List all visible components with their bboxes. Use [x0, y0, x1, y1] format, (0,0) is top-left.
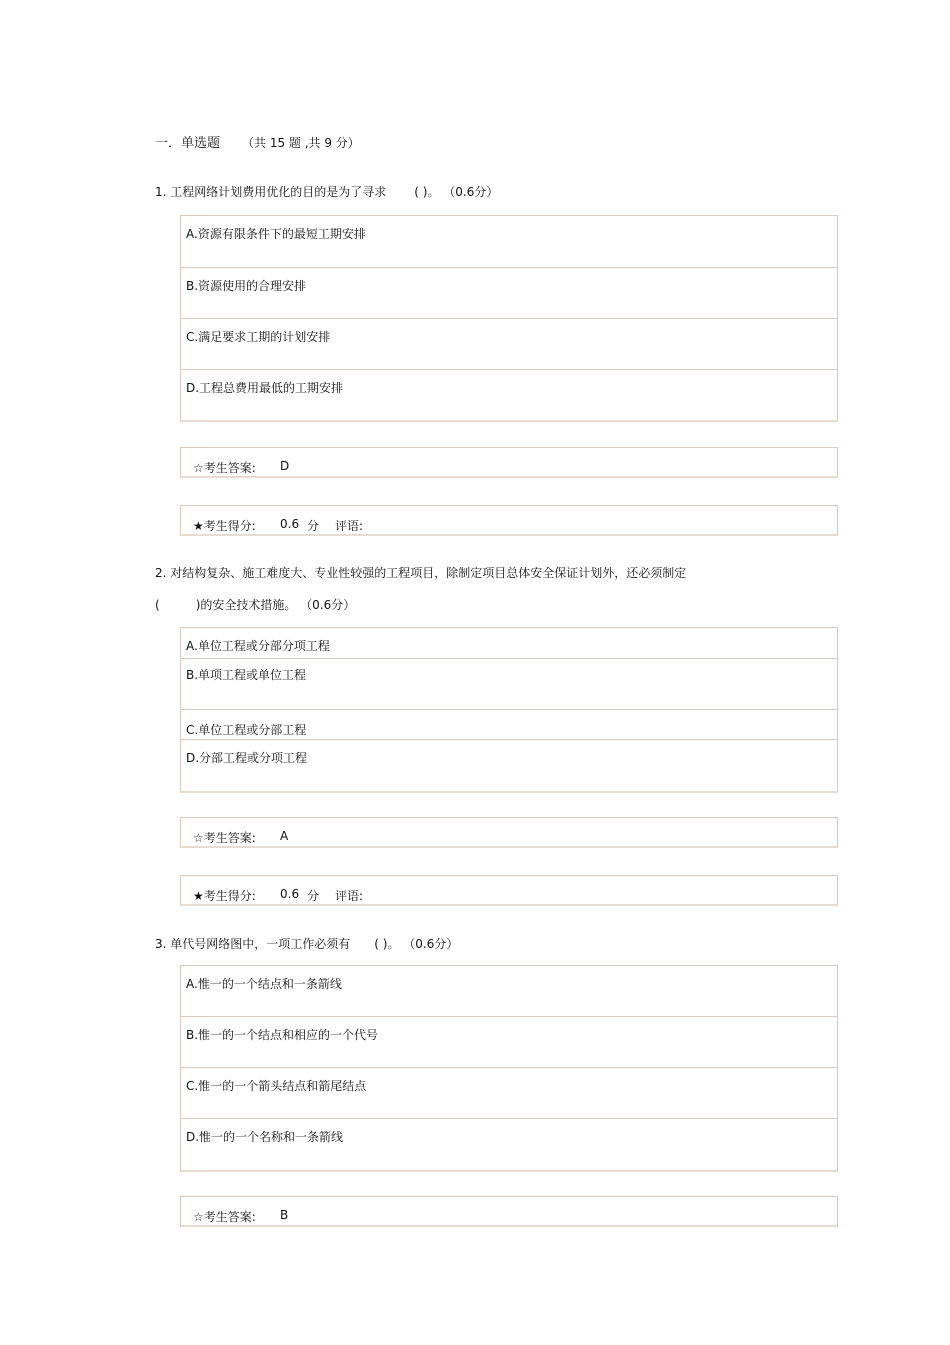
option-d[interactable] — [181, 370, 837, 420]
question-1-score-box — [180, 505, 838, 536]
section-subtitle: （共 15 题 ,共 9 分） — [242, 136, 360, 150]
score-value: 0.6 — [280, 517, 300, 531]
question-2-answer-box — [180, 817, 838, 848]
answer-label: ☆考生答案: — [193, 831, 256, 845]
answer-value: A — [280, 829, 289, 843]
question-2-open-paren: ( — [155, 598, 160, 612]
score-unit: 分 — [307, 519, 320, 533]
option-label: D.惟一的一个名称和一条箭线 — [186, 1130, 344, 1144]
score-unit: 分 — [307, 889, 320, 903]
comment-label: 评语: — [335, 519, 364, 533]
score-label: ★考生得分: — [193, 519, 256, 533]
option-label: B.单项工程或单位工程 — [186, 668, 307, 682]
answer-value: B — [280, 1208, 289, 1222]
question-1-answer-box — [180, 447, 838, 478]
answer-label: ☆考生答案: — [193, 461, 256, 475]
option-a[interactable] — [181, 966, 837, 1017]
score-value: 0.6 — [280, 887, 300, 901]
option-label: B.惟一的一个结点和相应的一个代号 — [186, 1028, 379, 1042]
option-label: C.单位工程或分部工程 — [186, 723, 307, 737]
question-2-text-line2 — [155, 596, 355, 613]
section-title — [155, 132, 360, 151]
option-a[interactable] — [181, 628, 837, 659]
score-label: ★考生得分: — [193, 889, 256, 903]
question-2-options — [180, 627, 838, 793]
option-c[interactable] — [181, 1068, 837, 1119]
question-1-blank: ( )。 （0.6分） — [414, 185, 499, 199]
option-label: D.分部工程或分项工程 — [186, 751, 308, 765]
option-b[interactable] — [181, 1017, 837, 1068]
question-2-text — [155, 564, 686, 581]
option-c[interactable] — [181, 710, 837, 740]
question-3-stem: 3. 单代号网络图中，一项工作必须有 — [155, 937, 351, 951]
answer-label: ☆考生答案: — [193, 1210, 256, 1224]
comment-label: 评语: — [335, 889, 364, 903]
option-a[interactable] — [181, 216, 837, 268]
question-2-score-box — [180, 875, 838, 906]
option-label: A.资源有限条件下的最短工期安排 — [186, 227, 366, 241]
option-label: A.单位工程或分部分项工程 — [186, 639, 330, 653]
question-3-options — [180, 965, 838, 1172]
question-3-blank: ( )。 （0.6分） — [374, 937, 459, 951]
answer-value: D — [280, 459, 290, 473]
section-title-text: 一．单选题 — [155, 136, 221, 151]
question-2-stem: 2. 对结构复杂、施工难度大、专业性较强的工程项目，除制定项目总体安全保证计划外，还必须制定 — [155, 566, 687, 580]
option-b[interactable] — [181, 659, 837, 710]
option-label: C.惟一的一个箭头结点和箭尾结点 — [186, 1079, 367, 1093]
option-d[interactable] — [181, 740, 837, 791]
option-d[interactable] — [181, 1119, 837, 1170]
option-label: D.工程总费用最低的工期安排 — [186, 381, 344, 395]
question-2-tail: )的安全技术措施。 （0.6分） — [195, 598, 356, 612]
option-b[interactable] — [181, 268, 837, 319]
question-3-answer-box — [180, 1196, 838, 1227]
question-1-text — [155, 183, 498, 200]
question-1-options — [180, 215, 838, 422]
question-3-text — [155, 935, 458, 952]
option-label: C.满足要求工期的计划安排 — [186, 330, 331, 344]
question-1-stem: 1. 工程网络计划费用优化的目的是为了寻求 — [155, 185, 387, 199]
option-c[interactable] — [181, 319, 837, 370]
option-label: B.资源使用的合理安排 — [186, 279, 307, 293]
option-label: A.惟一的一个结点和一条箭线 — [186, 977, 342, 991]
